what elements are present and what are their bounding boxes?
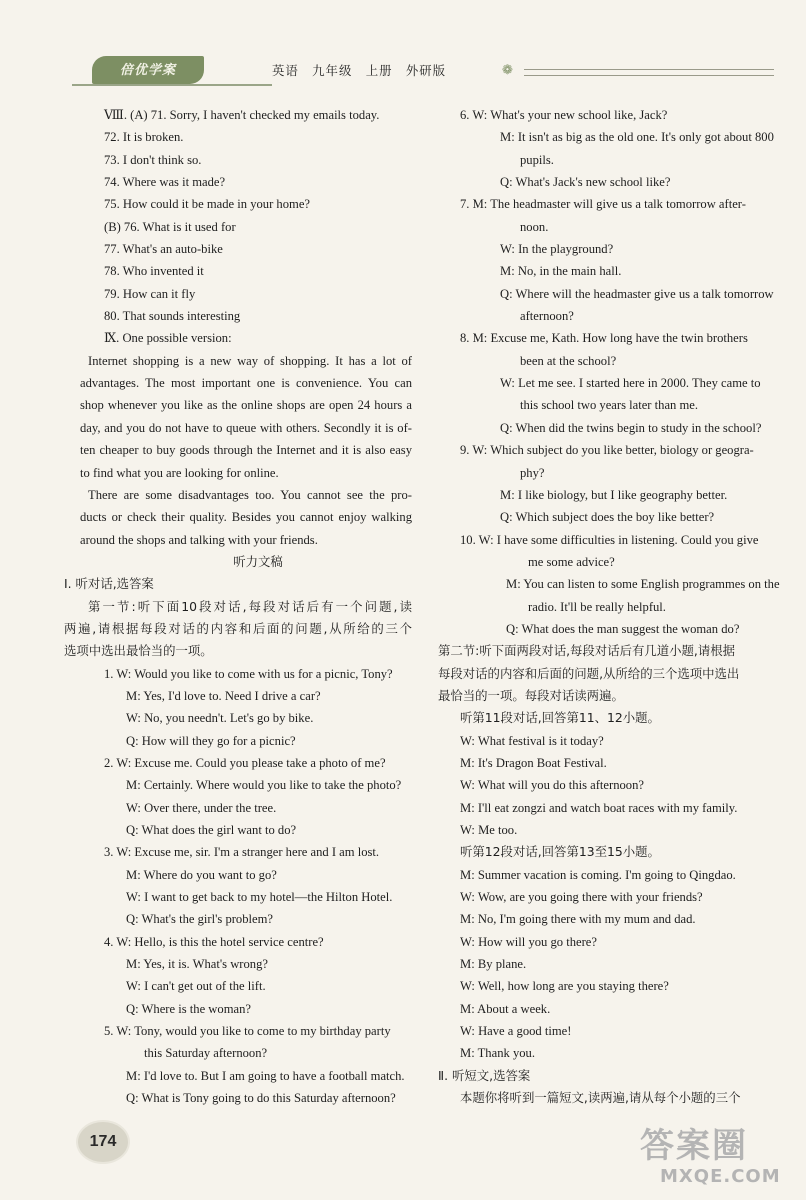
text-line: Q: Which subject does the boy like better? [500,510,715,525]
text-line: 1. W: Would you like to come with us for a picnic, Tony? [104,666,393,681]
text-line: ten cheaper to buy goods through the Internet and it is also easy [80,443,412,458]
text-line: Q: What's the girl's problem? [126,912,274,927]
text-line: 听第12段对话,回答第13至15小题。 [460,844,660,860]
text-line: 75. How could it be made in your home? [104,197,311,212]
text-line: phy? [520,465,545,480]
text-line: around the shops and talking with your friends. [80,532,318,547]
text-line: M: It isn't as big as the old one. It's only got about 800 [500,130,774,145]
text-line: W: Have a good time! [460,1024,572,1039]
watermark-text: 答案圈 [640,1126,748,1166]
text-line: Q: What does the man suggest the woman do? [506,621,740,636]
text-line: M: By plane. [460,957,527,972]
text-line: M: No, I'm going there with my mum and dad. [460,912,696,927]
text-line: this school two years later than me. [520,398,699,413]
text-line: 最恰当的一项。每段对话读两遍。 [438,687,624,703]
text-line: Q: When did the twins begin to study in the school? [500,420,762,435]
text-line: 本题你将听到一篇短文,读两遍,请从每个小题的三个 [460,1090,741,1106]
text-line: 两遍,请根据每段对话的内容和后面的问题,从所给的三个 [64,620,412,636]
text-line: Ⅰ. 听对话,选答案 [64,576,154,592]
text-line: W: No, you needn't. Let's go by bike. [126,711,314,726]
text-line: Q: What's Jack's new school like? [500,175,671,190]
text-line: 听力文稿 [233,553,283,569]
text-line: M: Yes, it is. What's wrong? [126,957,268,972]
text-line: 3. W: Excuse me, sir. I'm a stranger here and I am lost. [104,845,380,860]
text-line: M: Certainly. Where would you like to take the photo? [126,778,402,793]
text-line: M: About a week. [460,1001,551,1016]
text-line: 77. What's an auto-bike [104,242,223,257]
text-line: 8. M: Excuse me, Kath. How long have the twin brothers [460,331,748,346]
text-line: 听第11段对话,回答第11、12小题。 [460,710,660,726]
text-line: 6. W: What's your new school like, Jack? [460,108,668,122]
text-line: 74. Where was it made? [104,175,226,190]
text-line: radio. It'll be really helpful. [528,599,666,614]
text-line: M: Yes, I'd love to. Need I drive a car? [126,688,321,703]
text-line: W: I can't get out of the lift. [126,979,266,994]
flower-ornament-icon: ❁ [502,62,513,77]
header-rule [524,69,774,76]
text-line: afternoon? [520,309,574,324]
text-line: me some advice? [528,554,615,569]
text-line: M: Where do you want to go? [126,867,277,882]
watermark-logo [640,1118,800,1196]
text-line: Ⅱ. 听短文,选答案 [438,1067,531,1083]
text-line: Q: Where will the headmaster give us a talk tomorrow [500,286,774,301]
text-line: Ⅷ. (A) 71. Sorry, I haven't checked my emails today. [104,108,380,122]
text-line: 第一节:听下面10段对话,每段对话后有一个问题,读 [88,598,412,614]
text-line: There are some disadvantages too. You cannot see the pro- [88,487,412,502]
text-line: shop whenever you like as the online shops are open 24 hours a [80,398,412,413]
text-line: Q: What is Tony going to do this Saturday afternoon? [126,1091,396,1106]
text-line: M: Summer vacation is coming. I'm going to Qingdao. [460,867,736,882]
text-line: M: I like biology, but I like geography better. [500,487,728,502]
text-line: ducts or check their quality. Besides you cannot enjoy walking [80,510,412,525]
text-line: advantages. The most important one is convenience. You can [80,376,412,391]
header-underline [72,84,272,86]
text-line: 4. W: Hello, is this the hotel service centre? [104,934,324,949]
text-line: W: I want to get back to my hotel—the Hilton Hotel. [126,890,393,905]
text-line: Q: How will they go for a picnic? [126,733,296,748]
text-line: been at the school? [520,353,617,368]
text-line: 7. M: The headmaster will give us a talk tomorrow after- [460,197,746,212]
text-line: W: Well, how long are you staying there? [460,979,669,994]
right-column [438,104,780,1109]
text-line: 选项中选出最恰当的一项。 [64,643,213,659]
text-line: M: It's Dragon Boat Festival. [460,755,607,770]
text-line: M: No, in the main hall. [500,264,622,279]
text-line: Q: What does the girl want to do? [126,823,297,837]
text-line: 9. W: Which subject do you like better, biology or geogra- [460,443,754,458]
text-line: 80. That sounds interesting [104,309,241,324]
text-line: Internet shopping is a new way of shopping. It has a lot of [88,353,412,368]
text-line: 第二节:听下面两段对话,每段对话后有几道小题,请根据 [438,643,736,659]
text-line: 2. W: Excuse me. Could you please take a photo of me? [104,755,386,770]
text-line: W: Wow, are you going there with your friends? [460,890,703,905]
text-line: W: What festival is it today? [460,733,604,748]
text-line: W: How will you go there? [460,934,597,949]
text-line: W: Over there, under the tree. [126,800,277,815]
text-line: 72. It is broken. [104,130,184,145]
text-line: this Saturday afternoon? [144,1046,268,1061]
text-line: 78. Who invented it [104,264,204,279]
text-line: noon. [520,219,549,234]
text-line: M: Thank you. [460,1046,535,1061]
text-line: day, and you do not have to queue with others. Secondly it is of- [80,420,412,435]
text-line: 73. I don't think so. [104,152,202,167]
text-line: W: Let me see. I started here in 2000. They came to [500,376,761,391]
text-line: Q: Where is the woman? [126,1001,251,1016]
text-line: 10. W: I have some difficulties in listening. Could you give [460,532,759,547]
page-number: 174 [76,1120,130,1164]
text-line: (B) 76. What is it used for [104,219,236,234]
series-badge: 倍优学案 [92,56,204,84]
text-line: pupils. [520,152,554,167]
text-line: M: I'd love to. But I am going to have a football match. [126,1068,405,1083]
text-line: 79. How can it fly [104,286,196,301]
left-column [64,104,412,1109]
page-header [72,50,777,90]
text-line: 5. W: Tony, would you like to come to my birthday party [104,1024,391,1039]
text-line: M: You can listen to some English programmes on the [506,577,780,592]
text-line: Ⅸ. One possible version: [104,331,232,346]
text-line: M: I'll eat zongzi and watch boat races with my family. [460,800,738,815]
text-line: W: What will you do this afternoon? [460,778,644,793]
book-title: 英语 九年级 上册 外研版 [272,63,447,78]
text-line: to find what you are looking for online. [80,465,279,480]
text-line: 每段对话的内容和后面的问题,从所给的三个选项中选出 [438,665,740,681]
text-line: W: Me too. [460,823,518,837]
text-line: W: In the playground? [500,242,614,257]
watermark-url: MXQE.COM [660,1166,781,1187]
